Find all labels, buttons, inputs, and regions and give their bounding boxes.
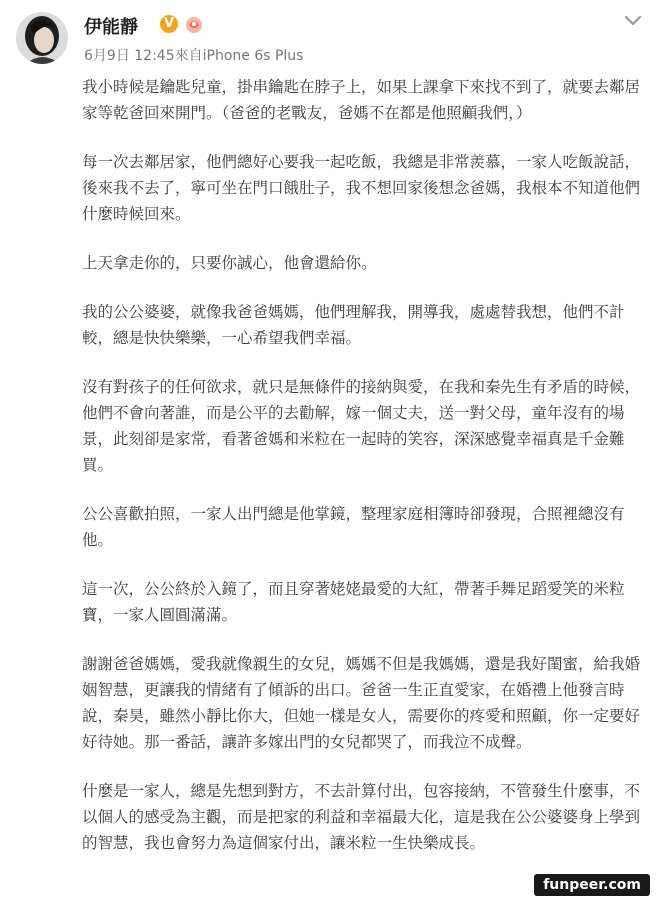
avatar-photo — [16, 12, 68, 64]
member-level-icon — [183, 13, 205, 35]
watermark: funpeer.com — [534, 874, 650, 896]
verified-v-icon: V — [160, 15, 178, 33]
post-paragraph: 公公喜歡拍照，一家人出門總是他掌鏡，整理家庭相簿時卻發現，合照裡總沒有他。 — [82, 505, 625, 549]
post-paragraph: 沒有對孩子的任何欲求，就只是無條件的接納與愛，在我和秦先生有矛盾的時候，他們不會向著誰，而是公平的去勸解，嫁一個丈夫，送一對父母，童年沒有的場景，此刻卻是家常，看著爸媽和米粒在一起時的笑容，深深感覺幸福真是千金難買。 — [82, 378, 641, 474]
post-paragraph: 我的公公婆婆，就像我爸爸媽媽，他們理解我，開導我，處處替我想，他們不計較，總是快快樂樂，一心希望我們幸福。 — [82, 303, 625, 347]
post-paragraph: 什麼是一家人，總是先想到對方，不去計算付出，包容接納，不管發生什麼事，不以個人的感受為主觀，而是把家的利益和幸福最大化，這是我在公公婆婆身上學到的智慧，我也會努力為這個家付出，讓米粒一生快樂成長。 — [82, 782, 641, 852]
author-name[interactable]: 伊能靜 — [84, 17, 138, 38]
post-paragraph: 每一次去鄰居家，他們總好心要我一起吃飯，我總是非常羨慕，一家人吃飯說話，後來我不去了，寧可坐在門口餓肚子，我不想回家後想念爸媽，我根本不知道他們什麼時候回來。 — [82, 153, 641, 223]
post-paragraph: 這一次，公公終於入鏡了，而且穿著姥姥最愛的大紅，帶著手舞足蹈愛笑的米粒寶，一家人圓圓滿滿。 — [82, 580, 625, 624]
post-header — [0, 0, 660, 74]
post-paragraph: 我小時候是鑰匙兒童，掛串鑰匙在脖子上，如果上課拿下來找不到了，就要去鄰居家等乾爸回來開門。（爸爸的老戰友，爸媽不在都是他照顧我們，） — [82, 78, 641, 122]
post-paragraph: 謝謝爸爸媽媽，愛我就像親生的女兒，媽媽不但是我媽媽，還是我好閨蜜，給我婚姻智慧，更讓我的情緒有了傾訴的出口。爸爸一生正直愛家，在婚禮上他發言時說，秦昊，雖然小靜比你大，但她一樣是女人，需要你的疼愛和照顧，你一定要好好待她。那一番話，讓許多嫁出門的女兒都哭了，而我泣不成聲。 — [82, 655, 641, 751]
author-avatar[interactable] — [16, 12, 68, 64]
post-meta: 6月9日 12:45來自iPhone 6s Plus — [84, 48, 304, 64]
chevron-down-icon[interactable] — [622, 12, 644, 30]
post-body — [82, 74, 646, 879]
post-paragraph: 上天拿走你的，只要你誠心，他會還給你。 — [82, 254, 377, 272]
